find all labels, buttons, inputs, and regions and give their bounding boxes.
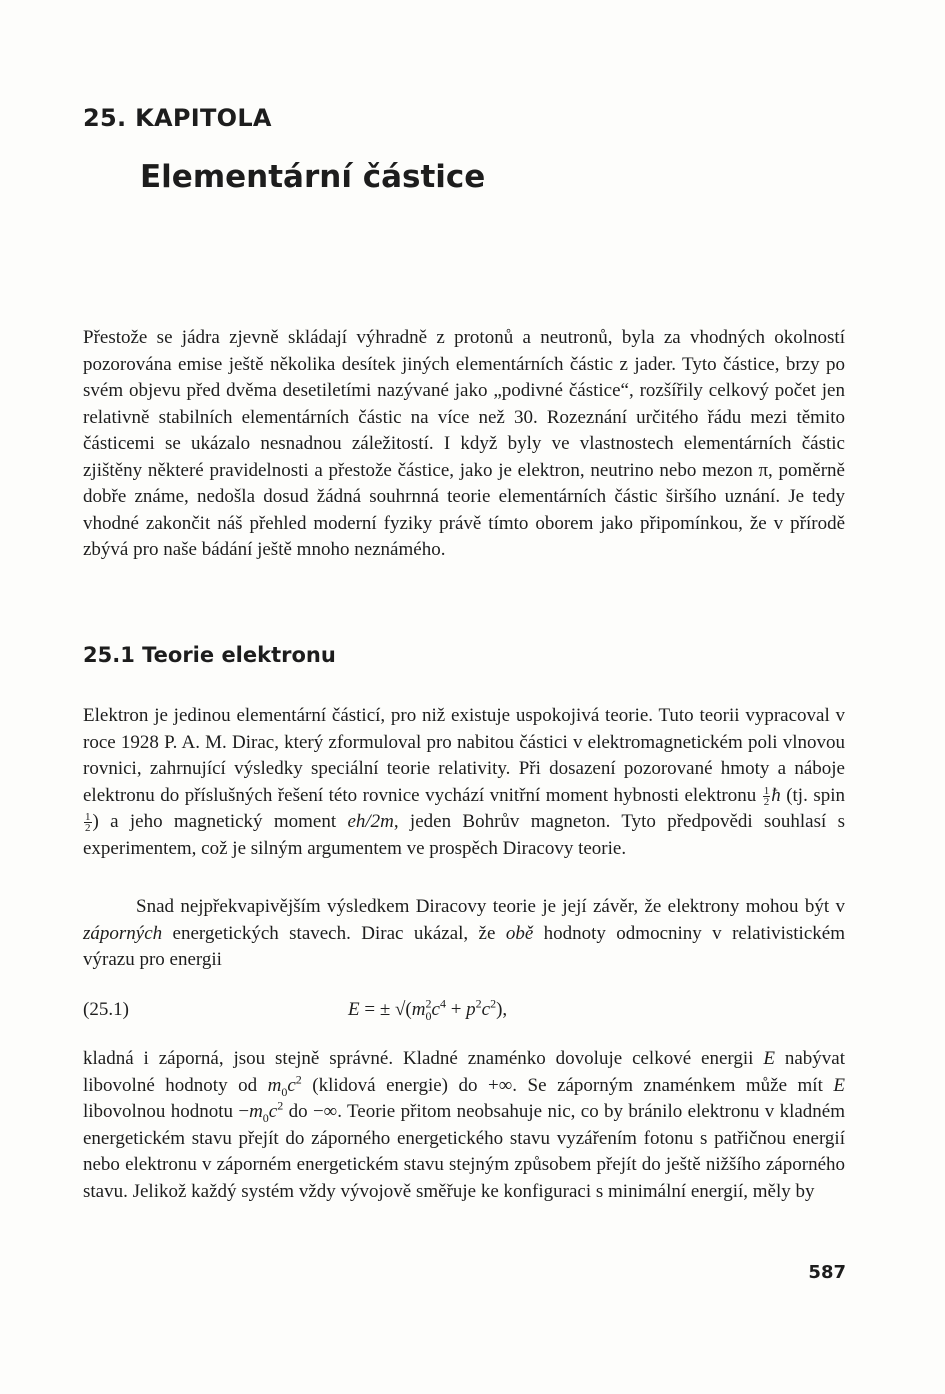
equation-number: (25.1): [83, 999, 129, 1020]
section-paragraph-3: kladná i záporná, jsou stejně správné. Kladné znaménko dovoluje celkové energii E nabývat libovolné hodnoty od $m_0c^2$ (klidová energie) do +∞. Se záporným znaménkem může mít E libovolnou hodnotu $-m_0c^2$ do −∞. Teorie přitom neobsahuje nic, co by bránilo elektronu v kladném energetickém stavu přejít do záporného energetického stavu vyzářením fotonu s patřičnou energií nebo elektronu v záporném energetickém stavu stejným způsobem přejít do ještě nižšího záporného stavu. Jelikož každý systém vždy vývojově směřuje ke konfiguraci s minimální energií, měly by: [83, 1048, 845, 1202]
section-title: 25.1 Teorie elektronu: [83, 643, 336, 667]
section-paragraph-2: Snad nejpřekvapivějším výsledkem Diracovy teorie je její závěr, že elektrony mohou být v záporných energetických stavech. Dirac ukázal, že obě hodnoty odmocniny v relativistickém výrazu pro energii: [83, 896, 845, 970]
fraction-half-spin: $\frac{1}{2}$: [85, 811, 91, 835]
fraction-half: $\frac{1}{2}$: [763, 784, 770, 808]
equation-body: E = ± $√(m^2_0c^4 + p^2c^2)$,: [348, 996, 508, 1023]
section-paragraph-1: Elektron je jedinou elementární částicí, pro niž existuje uspokojivá teorie. Tuto teorii vypracoval v roce 1928 P. A. M. Dirac, který zformuloval pro nabitou částici v elektromagnetickém poli vlnovou rovnici, zahrnující výsledky speciální teorie relativity. Při dosazení pozorované hmoty a náboje elektronu do příslušných řešení této rovnice vychází vnitřní moment hybnosti elektronu $\frac{1}{2}$ ħ (tj. spin $\frac{1}{2}$ ) a jeho magnetický moment eh/2m, jeden Bohrův magneton. Tyto předpovědi souhlasí s experimentem, což je silným argumentem ve prospěch Diracovy teorie.: [83, 705, 845, 859]
page-number: 587: [808, 1262, 846, 1283]
intro-paragraph: Přestože se jádra zjevně skládají výhradně z protonů a neutronů, byla za vhodných okolností pozorována emise ještě několika desítek jiných elementárních částic z jader. Tyto částice, brzy po svém objevu před dvěma desetiletími nazývané jako „podivné částice“, rozšířily celkový počet jen relativně stabilních elementárních částic na více než 30. Rozeznání určitého řádu mezi těmito částicemi se ukázalo nesnadnou záležitostí. I když byly ve vlastnostech elementárních částic zjištěny některé pravidelnosti a přestože částice, jako je elektron, neutrino nebo mezon π, poměrně dobře známe, nedošla dosud žádná souhrnná teorie elementárních částic širšího uznání. Je tedy vhodné zakončit náš přehled moderní fyziky právě tímto oborem jako připomínkou, že v přírodě zbývá pro naše bádání ještě mnoho neznámého.: [83, 327, 845, 560]
equation-25-1: [83, 996, 845, 1028]
chapter-title: Elementární částice: [140, 159, 486, 195]
chapter-label: 25. KAPITOLA: [83, 104, 272, 132]
